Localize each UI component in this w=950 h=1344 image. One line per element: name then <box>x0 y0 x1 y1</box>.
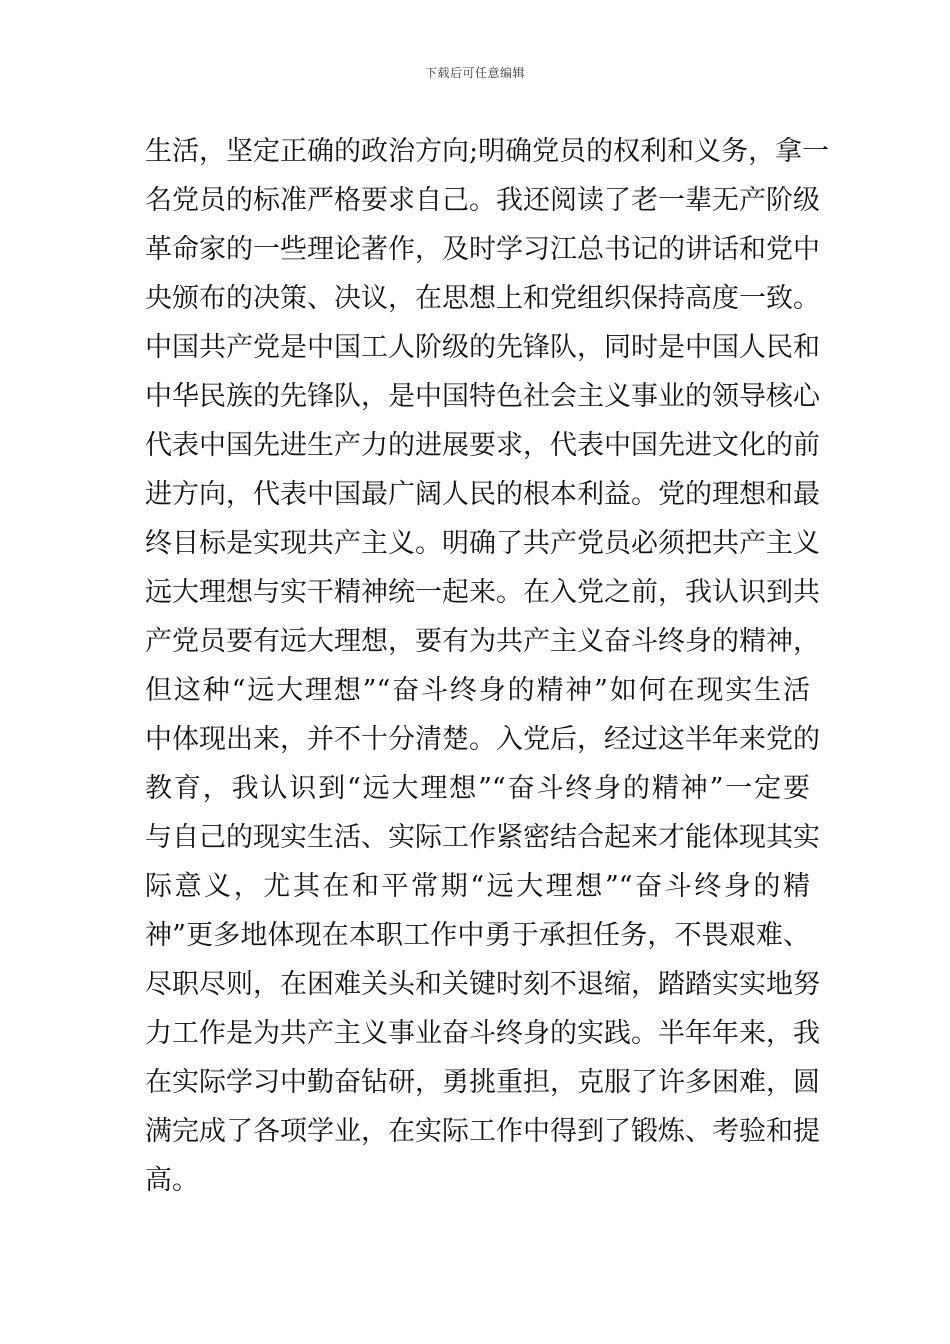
text-line: 满完成了各项学业，在实际工作中得到了锻炼、考验和提 <box>145 1116 820 1147</box>
document-body <box>145 127 830 1205</box>
text-line: 力工作是为共产主义事业奋斗终身的实践。半年年来，我 <box>145 1018 820 1049</box>
text-line: 但这种“远大理想”“奋斗终身的精神”如何在现实生活 <box>145 675 810 706</box>
text-line: 教育，我认识到“远大理想”“奋斗终身的精神”一定要 <box>145 773 810 804</box>
text-line: 终目标是实现共产主义。明确了共产党员必须把共产主义 <box>145 528 820 559</box>
text-line: 央颁布的决策、决议，在思想上和党组织保持高度一致。 <box>145 283 820 314</box>
text-line: 与自己的现实生活、实际工作紧密结合起来才能体现其实 <box>145 822 820 853</box>
text-line: 神”更多地体现在本职工作中勇于承担任务，不畏艰难、 <box>145 920 810 951</box>
text-line: 产党员要有远大理想，要有为共产主义奋斗终身的精神， <box>145 626 820 657</box>
text-line: 尽职尽则，在困难关头和关键时刻不退缩，踏踏实实地努 <box>145 969 820 1000</box>
text-line: 生活，坚定正确的政治方向;明确党员的权利和义务，拿一 <box>145 136 830 167</box>
text-line: 际意义，尤其在和平常期“远大理想”“奋斗终身的精 <box>145 871 810 902</box>
text-line: 高。 <box>145 1165 199 1196</box>
text-line: 在实际学习中勤奋钻研，勇挑重担，克服了许多困难，圆 <box>145 1067 820 1098</box>
text-line: 进方向，代表中国最广阔人民的根本利益。党的理想和最 <box>145 479 820 510</box>
text-line: 革命家的一些理论著作，及时学习江总书记的讲话和党中 <box>145 234 820 265</box>
text-line: 远大理想与实干精神统一起来。在入党之前，我认识到共 <box>145 577 820 608</box>
text-line: 中体现出来，并不十分清楚。入党后，经过这半年来党的 <box>145 724 820 755</box>
page-header: 下载后可任意编辑 <box>424 66 525 80</box>
text-line: 名党员的标准严格要求自己。我还阅读了老一辈无产阶级 <box>145 185 820 216</box>
text-line: 中国共产党是中国工人阶级的先锋队，同时是中国人民和 <box>145 332 820 363</box>
text-line: 中华民族的先锋队，是中国特色社会主义事业的领导核心 <box>145 381 820 412</box>
text-line: 代表中国先进生产力的进展要求，代表中国先进文化的前 <box>145 430 820 461</box>
